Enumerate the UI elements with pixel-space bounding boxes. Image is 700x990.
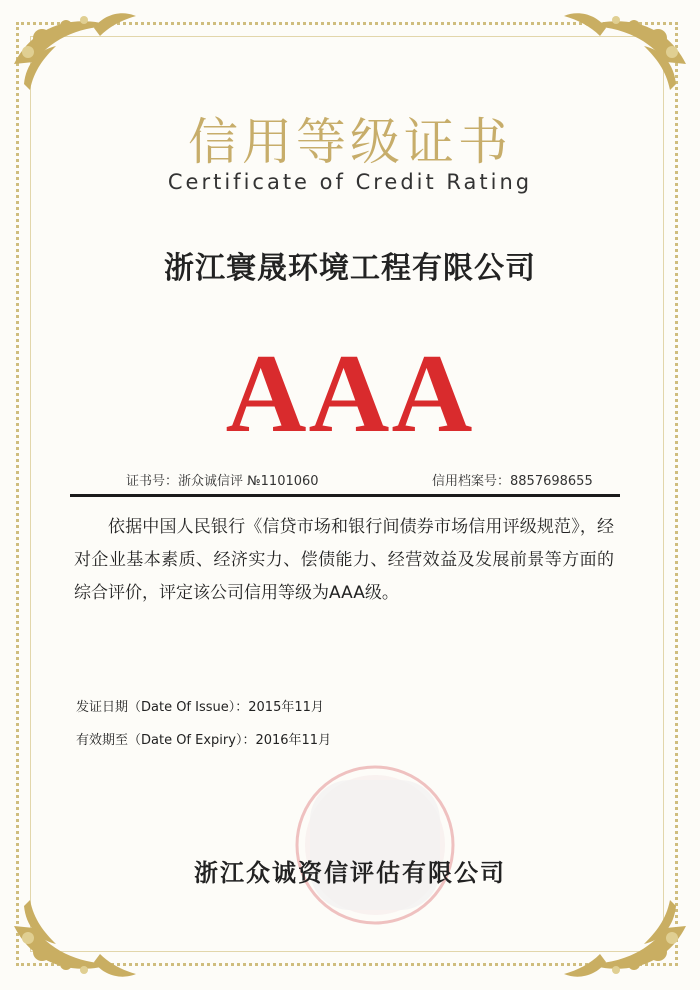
floral-corner-ornament <box>4 876 154 986</box>
floral-corner-ornament <box>4 4 154 114</box>
expiry-date: 有效期至（Date Of Expiry）：2016年11月 <box>76 733 332 748</box>
official-seal-stamp <box>290 760 460 930</box>
issuing-organization: 浙江众诚资信评估有限公司 <box>194 859 506 887</box>
floral-corner-ornament <box>546 4 696 114</box>
issue-date: 发证日期（Date Of Issue）：2015年11月 <box>76 700 324 715</box>
archive-number: 信用档案号：8857698655 <box>432 474 593 489</box>
certificate-number: 证书号：浙众诚信评 №1101060 <box>126 474 319 489</box>
company-name: 浙江寰晟环境工程有限公司 <box>164 251 536 286</box>
certificate-title-english: Certificate of Credit Rating <box>167 170 533 194</box>
credit-rating: AAA <box>225 332 475 456</box>
floral-corner-ornament <box>546 876 696 986</box>
rating-statement: 依据中国人民银行《信贷市场和银行间债券市场信用评级规范》，经对企业基本素质、经济实力、偿债能力、经营效益及发展前景等方面的综合评价，评定该公司信用等级为AAA级。 <box>74 517 614 603</box>
certificate-title-chinese: 信用等级证书 <box>188 113 512 171</box>
divider-line <box>70 494 620 497</box>
